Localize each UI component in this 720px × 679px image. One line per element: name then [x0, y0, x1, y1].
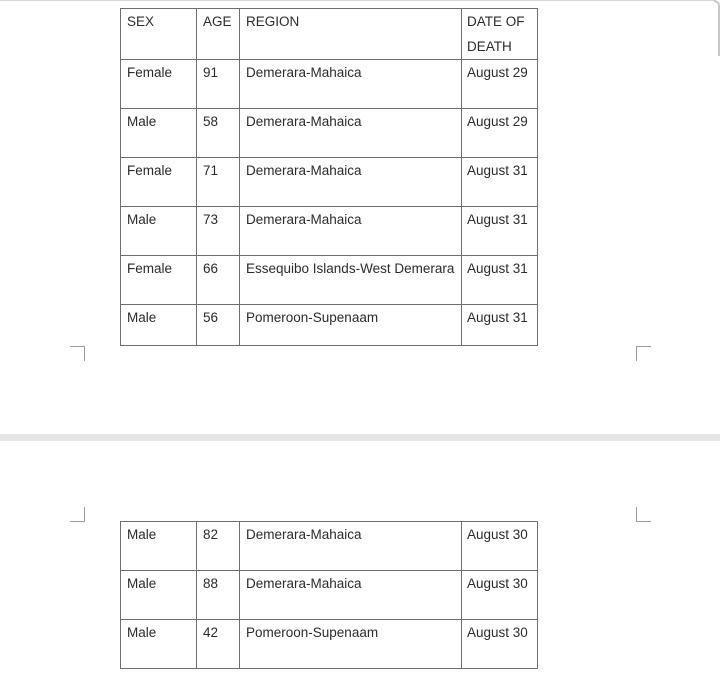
cell-region: Demerara-Mahaica — [240, 60, 462, 109]
cell-region: Pomeroon-Supenaam — [240, 305, 462, 346]
cell-date: August 29 — [462, 60, 538, 109]
table-row — [121, 158, 538, 207]
cell-sex: Male — [121, 620, 197, 669]
cell-date: August 30 — [462, 620, 538, 669]
cell-age: 88 — [197, 571, 240, 620]
cell-region: Demerara-Mahaica — [240, 158, 462, 207]
cell-sex: Male — [121, 571, 197, 620]
deaths-table-1 — [120, 8, 538, 346]
margin-corner-marker — [70, 507, 85, 522]
cell-age: 71 — [197, 158, 240, 207]
cell-sex: Male — [121, 522, 197, 571]
cell-age: 58 — [197, 109, 240, 158]
cell-sex: Male — [121, 109, 197, 158]
cell-region: Demerara-Mahaica — [240, 109, 462, 158]
table-row — [121, 60, 538, 109]
cell-sex: Male — [121, 207, 197, 256]
cell-region: Demerara-Mahaica — [240, 571, 462, 620]
cell-date: August 31 — [462, 207, 538, 256]
cell-date: August 31 — [462, 256, 538, 305]
cell-sex: Female — [121, 60, 197, 109]
cell-age: 82 — [197, 522, 240, 571]
deaths-table-2 — [120, 521, 538, 669]
cell-age: 42 — [197, 620, 240, 669]
cell-date: August 30 — [462, 522, 538, 571]
cell-age: 66 — [197, 256, 240, 305]
document-page-2 — [0, 441, 720, 679]
cell-date: August 31 — [462, 158, 538, 207]
cell-date: August 31 — [462, 305, 538, 346]
cell-sex: Female — [121, 256, 197, 305]
table-row — [121, 571, 538, 620]
header-date-of-death: DATE OF DEATH — [462, 9, 538, 60]
cell-region: Essequibo Islands-West Demerara — [240, 256, 462, 305]
margin-corner-marker — [636, 507, 651, 522]
cell-age: 91 — [197, 60, 240, 109]
cell-age: 56 — [197, 305, 240, 346]
header-sex: SEX — [121, 9, 197, 60]
cell-sex: Female — [121, 158, 197, 207]
page-separator — [0, 434, 720, 441]
page-top-border — [0, 0, 716, 1]
table-row — [121, 522, 538, 571]
cell-age: 73 — [197, 207, 240, 256]
table-row — [121, 305, 538, 346]
page-edge-curl — [708, 0, 720, 60]
cell-region: Demerara-Mahaica — [240, 207, 462, 256]
cell-sex: Male — [121, 305, 197, 346]
margin-corner-marker — [636, 346, 651, 361]
margin-corner-marker — [70, 346, 85, 361]
cell-date: August 29 — [462, 109, 538, 158]
table-header-row — [121, 9, 538, 60]
cell-date: August 30 — [462, 571, 538, 620]
cell-region: Demerara-Mahaica — [240, 522, 462, 571]
header-region: REGION — [240, 9, 462, 60]
header-age: AGE — [197, 9, 240, 60]
table-row — [121, 620, 538, 669]
table-row — [121, 207, 538, 256]
table-row — [121, 256, 538, 305]
cell-region: Pomeroon-Supenaam — [240, 620, 462, 669]
table-row — [121, 109, 538, 158]
